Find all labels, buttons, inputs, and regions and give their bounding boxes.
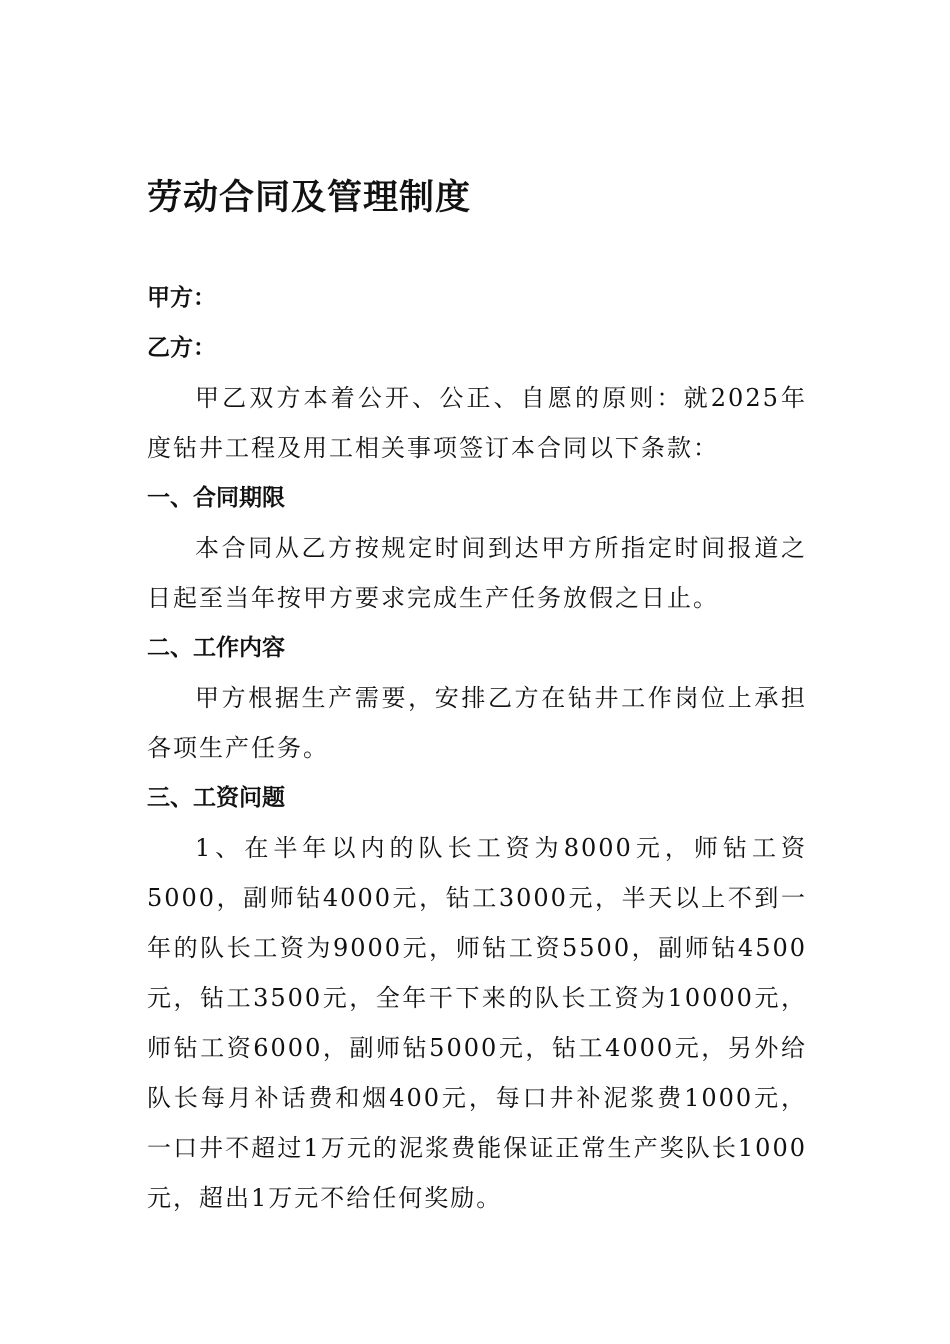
party-b-label: 乙方： <box>147 335 216 361</box>
section-heading-wages: 三、工资问题 <box>147 785 285 811</box>
section-text-work-content: 甲方根据生产需要，安排乙方在钻井工作岗位上承担各项生产任务。 <box>147 684 807 762</box>
section-heading-work-content: 二、工作内容 <box>147 635 285 661</box>
document-title: 劳动合同及管理制度 <box>147 178 472 218</box>
intro-paragraph: 甲乙双方本着公开、公正、自愿的原则：就2025年度钻井工程及用工相关事项签订本合同以下条款： <box>147 384 807 462</box>
document-body <box>147 273 807 1223</box>
section-text-wages: 1、在半年以内的队长工资为8000元，师钻工资5000，副师钻4000元，钻工3000元，半天以上不到一年的队长工资为9000元，师钻工资5500，副师钻4500元，钻工3500元，全年干下来的队长工资为10000元，师钻工资6000，副师钻5000元，钻工4000元，另外给队长每月补话费和烟400元，每口井补泥浆费1000元，一口井不超过1万元的泥浆费能保证正常生产奖队长1000元，超出1万元不给任何奖励。 <box>147 834 807 1212</box>
section-heading-term: 一、合同期限 <box>147 485 285 511</box>
party-a-label: 甲方： <box>147 285 216 311</box>
section-text-term: 本合同从乙方按规定时间到达甲方所指定时间报道之日起至当年按甲方要求完成生产任务放假之日止。 <box>147 534 807 612</box>
